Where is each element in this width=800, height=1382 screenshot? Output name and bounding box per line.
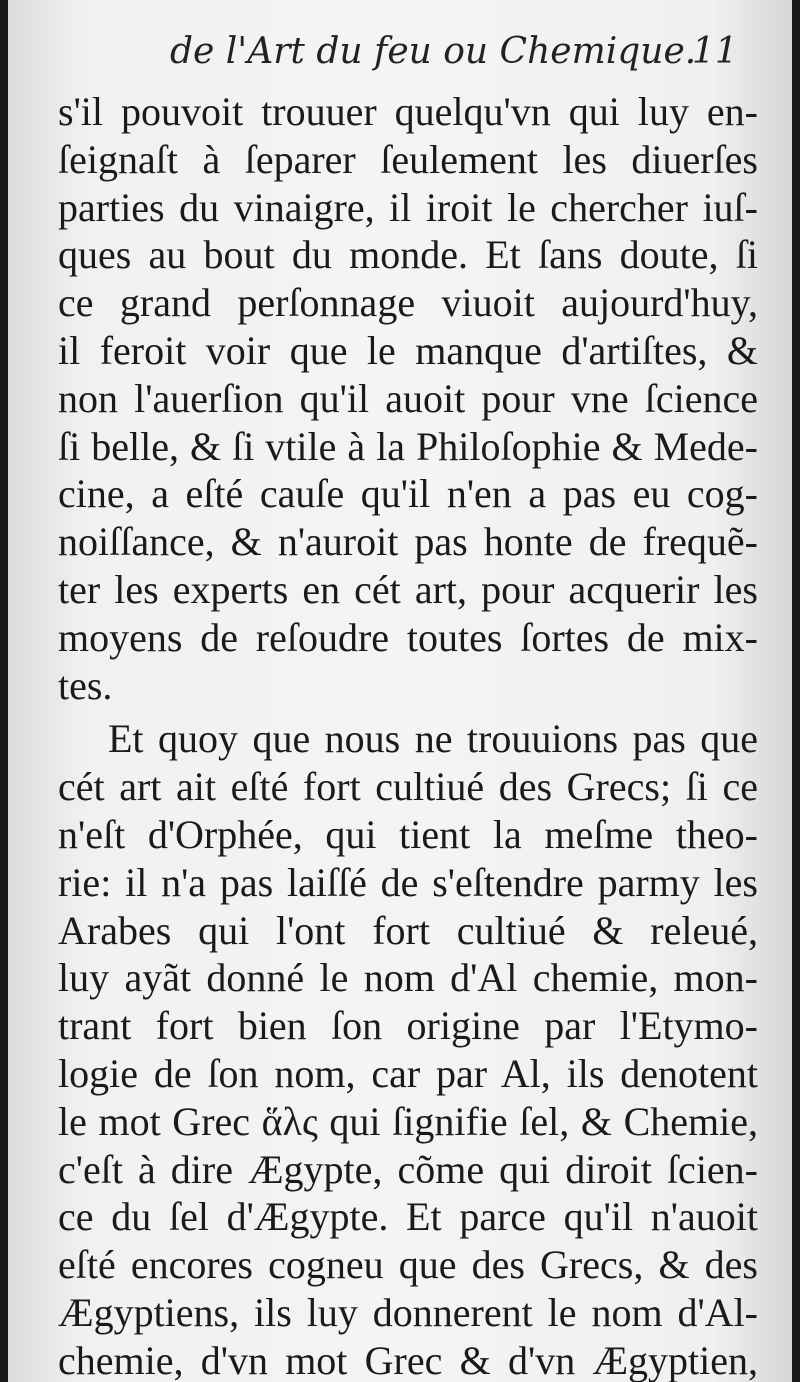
page-header <box>8 22 792 82</box>
text-line: chemie, d'vn mot Grec & d'vn Ægyptien, <box>58 1337 758 1382</box>
text-line: logie de ſon nom, car par Al, ils denotent <box>58 1050 758 1096</box>
paragraph-2 <box>58 715 758 1382</box>
body-text <box>58 88 758 1382</box>
text-line: ſi belle, & ſi vtile à la Philoſophie & Mede- <box>58 423 758 469</box>
text-line: cét art ait eſté fort cultiué des Grecs; ſi ce <box>58 764 758 810</box>
text-line: cine, a eſté cauſe qu'il n'en a pas eu cog- <box>58 471 758 517</box>
text-line: rie: il n'a pas laiſſé de s'eſtendre parmy les <box>58 859 758 905</box>
text-line: ques au bout du monde. Et ſans doute, ſi <box>58 232 758 278</box>
text-line: s'il pouvoit trouuer quelqu'vn qui luy en- <box>58 89 758 134</box>
text-line: parties du vinaigre, il iroit le chercher iuſ- <box>58 184 758 230</box>
text-line: moyens de reſoudre toutes ſortes de mix- <box>58 614 758 660</box>
page-number: 11 <box>692 31 738 72</box>
text-line: Arabes qui l'ont fort cultiué & releué, <box>58 907 758 953</box>
running-head: de l'Art du feu ou Chemique. <box>170 31 697 72</box>
text-line: le mot Grec ἅλς qui ſignifie ſel, & Chemie, <box>58 1098 758 1144</box>
text-line: il feroit voir que le manque d'artiſtes, & <box>58 327 758 373</box>
text-line: ce grand perſonnage viuoit aujourd'huy, <box>58 280 758 326</box>
text-line: noiſſance, & n'auroit pas honte de frequẽ- <box>58 519 758 565</box>
text-line: Et quoy que nous ne trouuions pas que <box>108 716 758 762</box>
text-line: trant fort bien ſon origine par l'Etymo- <box>58 1003 758 1049</box>
text-line: tes. <box>58 662 113 708</box>
text-line: n'eſt d'Orphée, qui tient la meſme theo- <box>58 811 758 857</box>
text-line: eſté encores cogneu que des Grecs, & des <box>58 1242 758 1288</box>
text-line: ter les experts en cét art, pour acquerir les <box>58 566 758 612</box>
book-page <box>8 0 792 1382</box>
text-line: Ægyptiens, ils luy donnerent le nom d'Al- <box>58 1289 758 1335</box>
paragraph-1 <box>58 88 758 709</box>
text-line: ce du ſel d'Ægypte. Et parce qu'il n'auoit <box>58 1194 758 1240</box>
text-line: non l'auerſion qu'il auoit pour vne ſcience <box>58 375 758 421</box>
text-line: ſeignaſt à ſeparer ſeulement les diuerſes <box>58 136 758 182</box>
text-line: c'eſt à dire Ægypte, cõme qui diroit ſcien- <box>58 1146 758 1192</box>
text-line: luy ayãt donné le nom d'Al chemie, mon- <box>58 955 758 1001</box>
